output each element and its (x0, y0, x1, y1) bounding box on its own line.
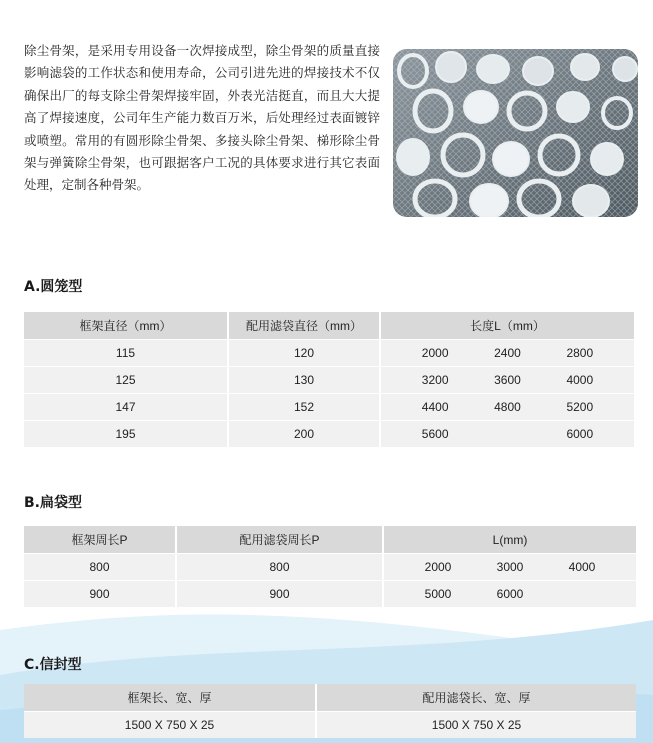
length-value: 6000 (496, 587, 524, 601)
product-photo (393, 49, 638, 217)
frame-value: 125 (24, 367, 228, 394)
frame-value: 900 (24, 581, 176, 608)
length-value: 2000 (424, 560, 452, 574)
table-header-row (24, 526, 636, 554)
table-row (24, 340, 634, 367)
length-value: 3200 (421, 373, 449, 387)
length-value: 5000 (424, 587, 452, 601)
frame-value: 800 (24, 554, 176, 581)
header-frame-dimensions: 框架长、宽、厚 (24, 684, 316, 712)
header-frame-perimeter: 框架周长P (24, 526, 176, 554)
length-value: 2400 (494, 346, 521, 360)
length-value: 3000 (496, 560, 524, 574)
frame-value: 147 (24, 394, 228, 421)
length-value: 2800 (566, 346, 594, 360)
length-value: 2000 (421, 346, 449, 360)
length-value: 4400 (421, 400, 449, 414)
table-row (24, 554, 636, 581)
bag-value: 800 (176, 554, 383, 581)
header-length: L(mm) (383, 526, 636, 554)
header-length: 长度L（mm） (380, 312, 634, 340)
length-value: 6000 (566, 427, 594, 441)
header-frame-diameter: 框架直径（mm） (24, 312, 228, 340)
bag-value: 120 (228, 340, 380, 367)
length-value: 3600 (494, 373, 521, 387)
section-a-title: A.圆笼型 (24, 279, 83, 295)
table-row (24, 581, 636, 608)
length-value: 5200 (566, 400, 594, 414)
length-value: 5600 (421, 427, 449, 441)
bag-value: 900 (176, 581, 383, 608)
frame-value: 115 (24, 340, 228, 367)
bag-value: 152 (228, 394, 380, 421)
bag-value: 200 (228, 421, 380, 448)
flat-bag-table (24, 526, 636, 607)
length-value: 4000 (568, 560, 596, 574)
frame-value: 1500 X 750 X 25 (24, 712, 316, 739)
table-row (24, 712, 636, 739)
table-row (24, 421, 634, 448)
round-cage-table (24, 312, 634, 447)
frame-value: 195 (24, 421, 228, 448)
table-row (24, 367, 634, 394)
bag-value: 1500 X 750 X 25 (316, 712, 636, 739)
length-value: 4800 (494, 400, 521, 414)
header-bag-diameter: 配用滤袋直径（mm） (228, 312, 380, 340)
table-row (24, 394, 634, 421)
table-header-row (24, 312, 634, 340)
section-c-title: C.信封型 (24, 657, 82, 673)
intro-paragraph: 除尘骨架，是采用专用设备一次焊接成型，除尘骨架的质量直接影响滤袋的工作状态和使用寿命，公司引进先进的焊接技术不仅确保出厂的每支除尘骨架焊接牢固，外表光洁挺直，而且大大提高了焊接速度，公司年生产能力数百万米，后处理经过表面镀锌或喷塑。常用的有圆形除尘骨架、多接头除尘骨架、梯形除尘骨架与弹簧除尘骨架，也可跟据客户工况的具体要求进行其它表面处理，定制各种骨架。 (24, 43, 380, 193)
length-value (552, 587, 612, 601)
header-bag-perimeter: 配用滤袋周长P (176, 526, 383, 554)
length-value: 4000 (566, 373, 594, 387)
section-b-title: B.扁袋型 (24, 495, 82, 511)
bag-value: 130 (228, 367, 380, 394)
table-header-row (24, 684, 636, 712)
length-value (477, 427, 537, 441)
envelope-table (24, 684, 636, 738)
header-bag-dimensions: 配用滤袋长、宽、厚 (316, 684, 636, 712)
